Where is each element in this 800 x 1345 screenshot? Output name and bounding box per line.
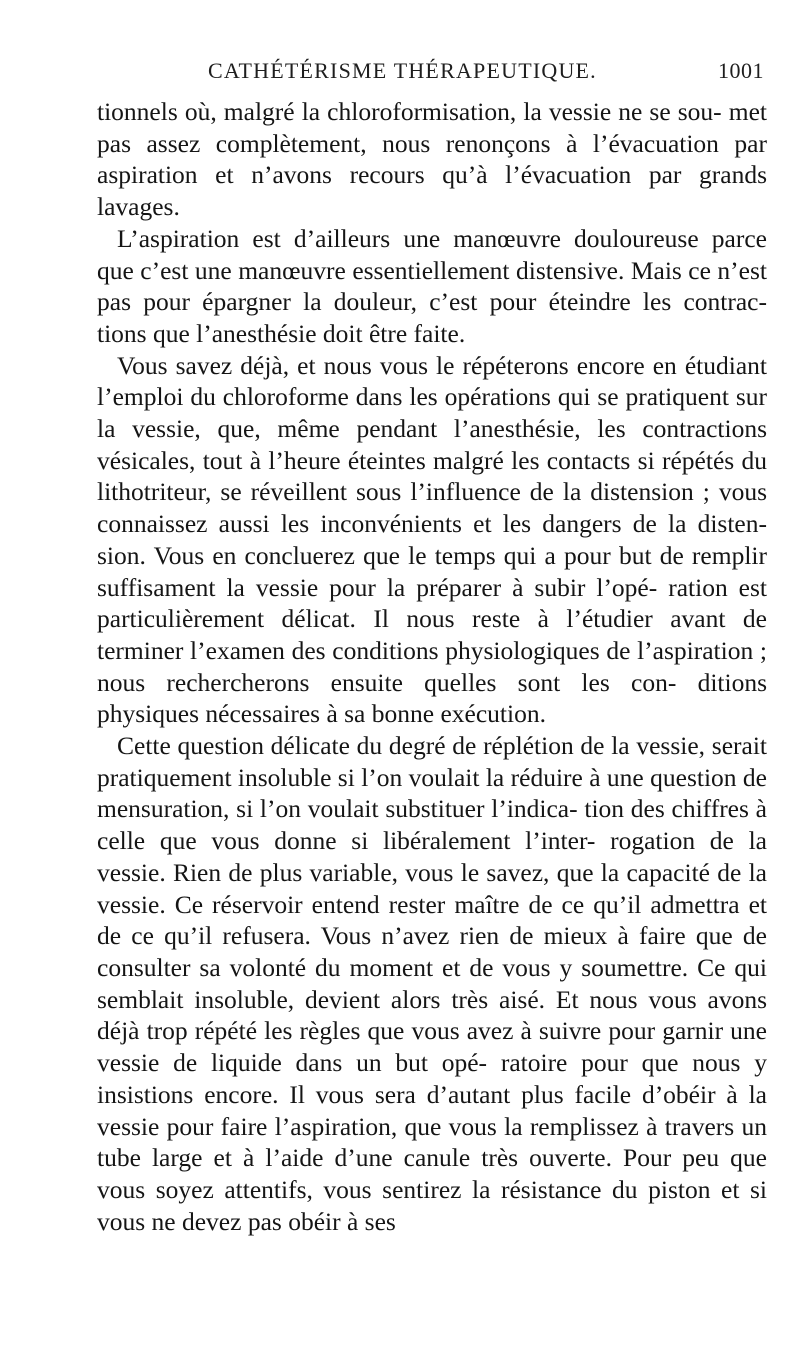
running-title: CATHÉTÉRISME THÉRAPEUTIQUE. <box>208 58 597 83</box>
page-number: 1001 <box>718 58 764 83</box>
paragraph-chloroforme: Vous savez déjà, et nous vous le répéterons encore en étudiant l’emploi du chloroforme dans les opérations qui se pratiquent sur la vessie, que, même pendant l’anesthésie, les contractions vésicales, tout à l’heure éteintes malgré les contacts si répétés du lithotriteur, se réveillent sous l’influence de la distension ; vous connaissez aussi les inconvénients et les dangers de la disten- sion. Vous en concluerez que le temps qui a pour but de remplir suffisament la vessie pour la préparer à subir l’opé- ration est particulièrement délicat. Il nous reste à l’étudier avant de terminer l’examen des conditions physiologiques de l’aspiration ; nous rechercherons ensuite quelles sont les con- ditions physiques nécessaires à sa bonne exécution. <box>97 350 767 729</box>
paragraph-aspiration: L’aspiration est d’ailleurs une manœuvre douloureuse parce que c’est une manœuvre essentiellement distensive. Mais ce n’est pas pour épargner la douleur, c’est pour éteindre les contrac- tions que l’anesthésie doit être faite. <box>97 223 767 348</box>
paragraph-repletion: Cette question délicate du degré de réplétion de la vessie, serait pratiquement insoluble si l’on voulait la réduire à une question de mensuration, si l’on voulait substituer l’indica- tion des chiffres à celle que vous donne si libéralement l’inter- rogation de la vessie. Rien de plus variable, vous le savez, que la capacité de la vessie. Ce réservoir entend rester maître de ce qu’il admettra et de ce qu’il refusera. Vous n’avez rien de mieux à faire que de consulter sa volonté du moment et de vous y soumettre. Ce qui semblait insoluble, devient alors très aisé. Et nous vous avons déjà trop répété les règles que vous avez à suivre pour garnir une vessie de liquide dans un but opé- ratoire pour que nous y insistions encore. Il vous sera d’autant plus facile d’obéir à la vessie pour faire l’aspiration, que vous la remplissez à travers un tube large et à l’aide d’une canule très ouverte. Pour peu que vous soyez attentifs, vous sentirez la résistance du piston et si vous ne devez pas obéir à ses <box>97 731 767 1236</box>
running-header <box>208 58 764 88</box>
paragraph-continued: tionnels où, malgré la chloroformisation, la vessie ne se sou- met pas assez complètement, nous renonçons à l’évacuation par aspiration et n’avons recours qu’à l’évacuation par grands lavages. <box>97 97 767 222</box>
body-text <box>97 96 767 1237</box>
